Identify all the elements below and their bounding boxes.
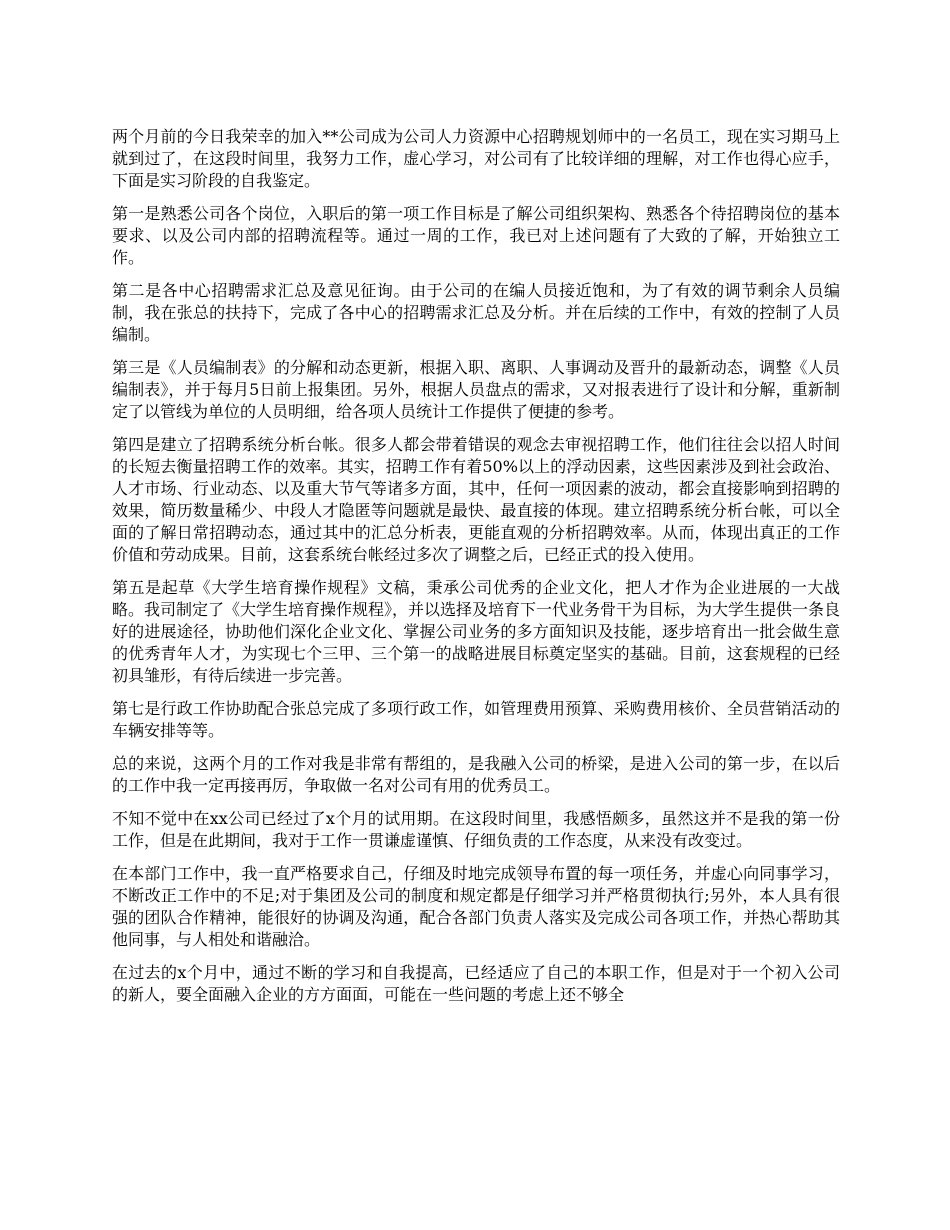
paragraph-department: 在本部门工作中，我一直严格要求自己，仔细及时地完成领导布置的每一项任务，并虚心向同事学习，不断改正工作中的不足;对于集团及公司的制度和规定都是仔细学习并严格贯彻执行;另外，本人具有很强的团队合作精神，能很好的协调及沟通，配合各部门负责人落实及完成公司各项工作，并热心帮助其他同事，与人相处和谐融洽。 (112, 864, 840, 949)
paragraph-intro: 两个月前的今日我荣幸的加入**公司成为公司人力资源中心招聘规划师中的一名员工，现在实习期马上就到过了，在这段时间里，我努力工作，虚心学习，对公司有了比较详细的理解，对工作也得心应手，下面是实习阶段的自我鉴定。 (112, 127, 840, 190)
paragraph-third: 第三是《人员编制表》的分解和动态更新，根据入职、离职、人事调动及晋升的最新动态，调整《人员编制表》，并于每月5日前上报集团。另外，根据人员盘点的需求，又对报表进行了设计和分解，重新制定了以管线为单位的人员明细，给各项人员统计工作提供了便捷的参考。 (112, 358, 840, 421)
paragraph-probation: 不知不觉中在xx公司已经过了x个月的试用期。在这段时间里，我感悟颇多，虽然这并不是我的第一份工作，但是在此期间，我对于工作一贯谦虚谨慎、仔细负责的工作态度，从来没有改变过。 (112, 809, 840, 850)
paragraph-fifth: 第五是起草《大学生培育操作规程》文稿，秉承公司优秀的企业文化，把人才作为企业进展的一大战略。我司制定了《大学生培育操作规程》，并以选择及培育下一代业务骨干为目标，为大学生提供一条良好的进展途径，协助他们深化企业文化、掌握公司业务的多方面知识及技能，逐步培育出一批会做生意的优秀青年人才，为实现七个三甲、三个第一的战略进展目标奠定坚实的基础。目前，这套规程的已经初具雏形，有待后续进一步完善。 (112, 578, 841, 685)
paragraph-second: 第二是各中心招聘需求汇总及意见征询。由于公司的在编人员接近饱和，为了有效的调节剩余人员编制，我在张总的扶持下，完成了各中心的招聘需求汇总及分析。并在后续的工作中，有效的控制了人员编制。 (112, 281, 840, 344)
paragraph-first: 第一是熟悉公司各个岗位，入职后的第一项工作目标是了解公司组织架构、熟悉各个待招聘岗位的基本要求、以及公司内部的招聘流程等。通过一周的工作，我已对上述问题有了大致的了解，开始独立工作。 (112, 204, 840, 267)
paragraph-past-months: 在过去的x个月中，通过不断的学习和自我提高，已经适应了自己的本职工作，但是对于一个初入公司的新人，要全面融入企业的方方面面，可能在一些问题的考虑上还不够全 (112, 963, 840, 1004)
paragraph-seventh: 第七是行政工作协助配合张总完成了多项行政工作，如管理费用预算、采购费用核价、全员营销活动的车辆安排等等。 (112, 699, 840, 740)
document-body (112, 126, 840, 1017)
paragraph-fourth: 第四是建立了招聘系统分析台帐。很多人都会带着错误的观念去审视招聘工作，他们往往会以招人时间的长短去衡量招聘工作的效率。其实，招聘工作有着50%以上的浮动因素，这些因素涉及到社会政治、人才市场、行业动态、以及重大节气等诸多方面，其中，任何一项因素的波动，都会直接影响到招聘的效果，简历数量稀少、中段人才隐匿等问题就是最快、最直接的体现。建立招聘系统分析台帐，可以全面的了解日常招聘动态，通过其中的汇总分析表，更能直观的分析招聘效率。从而，体现出真正的工作价值和劳动成果。目前，这套系统台帐经过多次了调整之后，已经正式的投入使用。 (112, 435, 840, 564)
paragraph-summary: 总的来说，这两个月的工作对我是非常有帮组的，是我融入公司的桥梁，是进入公司的第一步，在以后的工作中我一定再接再厉，争取做一名对公司有用的优秀员工。 (112, 754, 840, 795)
